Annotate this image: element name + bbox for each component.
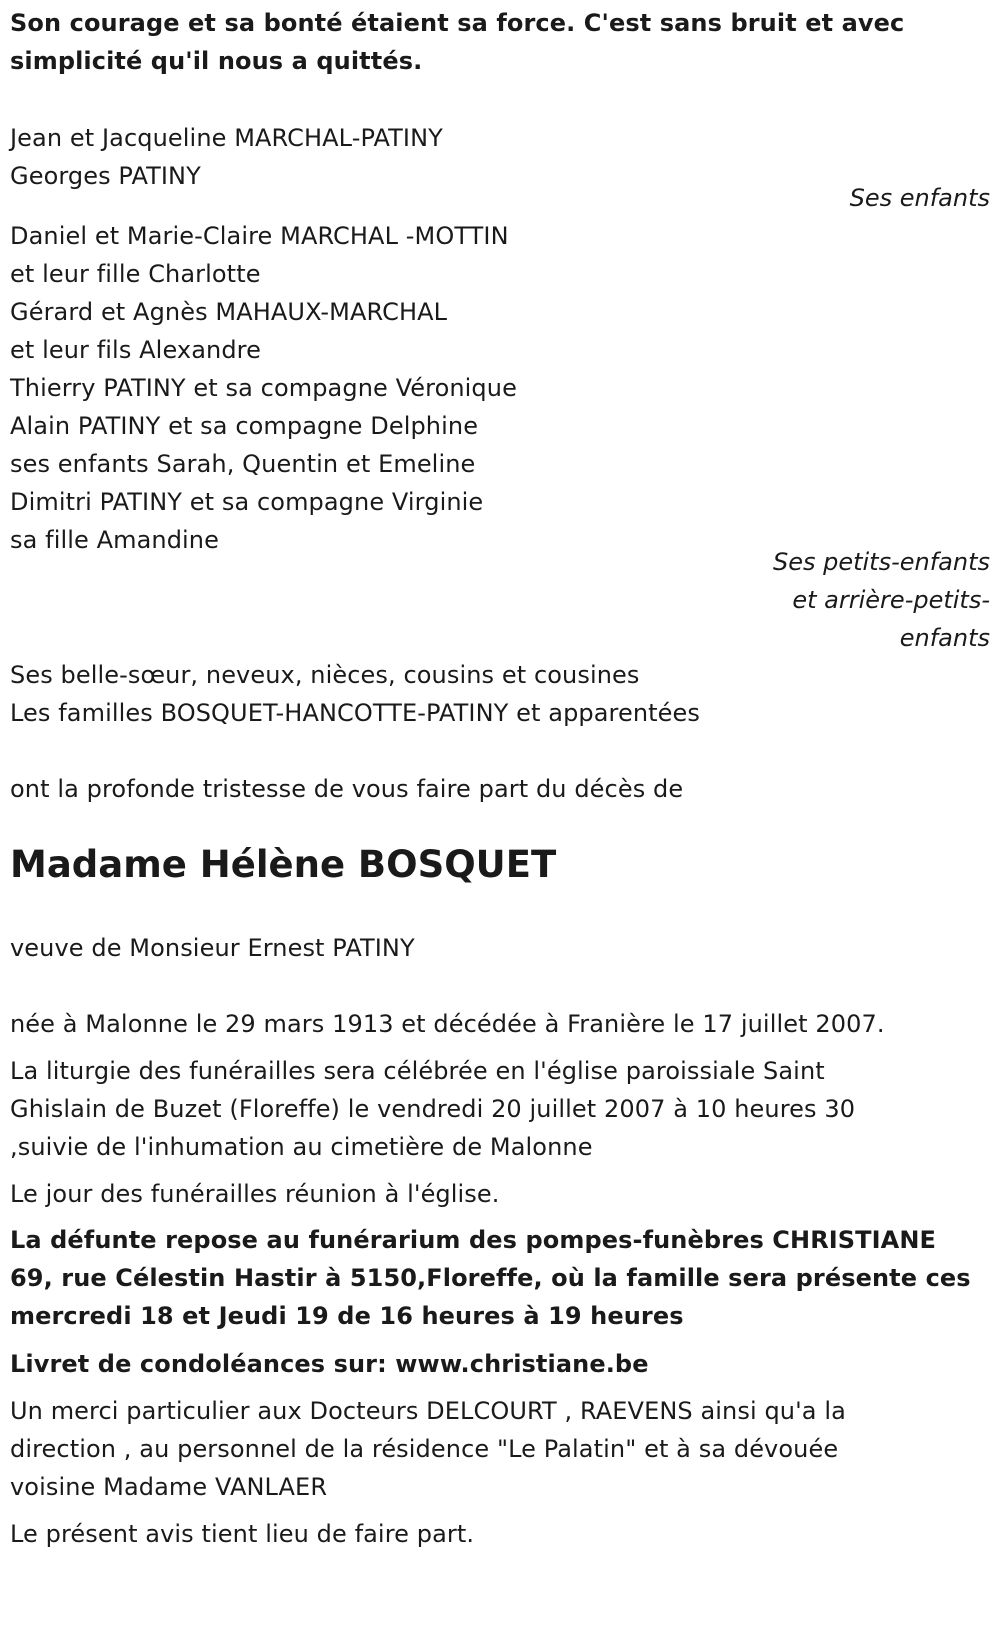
grandchild-name: Alain PATINY et sa compagne Delphine: [10, 412, 479, 440]
relatives-line: Ses belle-sœur, neveux, nièces, cousins et cousines: [10, 661, 640, 689]
funeral-home-line: mercredi 18 et Jeudi 19 de 16 heures à 19 heures: [10, 1302, 684, 1330]
funeral-home-line: 69, rue Célestin Hastir à 5150,Floreffe, où la famille sera présente ces: [10, 1264, 971, 1292]
relatives-list: [10, 656, 700, 732]
announcement-text: ont la profonde tristesse de vous faire part du décès de: [10, 775, 684, 803]
grandchild-name: Thierry PATINY et sa compagne Véronique: [10, 374, 517, 402]
child-name: Jean et Jacqueline MARCHAL-PATINY: [10, 124, 443, 152]
grandchild-name: et leur fille Charlotte: [10, 260, 261, 288]
grandchildren-label-line: enfants: [899, 624, 990, 652]
intro-line: Son courage et sa bonté étaient sa force. C'est sans bruit et avec: [10, 9, 905, 37]
intro-text: [10, 4, 904, 80]
grandchild-name: et leur fils Alexandre: [10, 336, 261, 364]
grandchildren-label: [773, 543, 990, 657]
children-label: Ses enfants: [849, 184, 990, 212]
grandchild-name: Daniel et Marie-Claire MARCHAL -MOTTIN: [10, 222, 509, 250]
grandchild-name: ses enfants Sarah, Quentin et Emeline: [10, 450, 476, 478]
condolences-text: Livret de condoléances sur: www.christiane.be: [10, 1350, 649, 1378]
grandchildren-list: [10, 217, 517, 559]
children-list: [10, 119, 443, 195]
relatives-line: Les familles BOSQUET-HANCOTTE-PATINY et apparentées: [10, 699, 701, 727]
grandchildren-label-line: Ses petits-enfants: [772, 548, 990, 576]
deceased-name: Madame Hélène BOSQUET: [10, 843, 557, 886]
grandchild-name: sa fille Amandine: [10, 526, 219, 554]
dates-text: née à Malonne le 29 mars 1913 et décédée à Franière le 17 juillet 2007.: [10, 1010, 885, 1038]
thanks-text: [10, 1392, 846, 1506]
grandchildren-label-line: et arrière-petits-: [792, 586, 990, 614]
liturgy-line: La liturgie des funérailles sera célébrée en l'église paroissiale Saint: [10, 1057, 825, 1085]
liturgy-line: Ghislain de Buzet (Floreffe) le vendredi 20 juillet 2007 à 10 heures 30: [10, 1095, 856, 1123]
thanks-line: Un merci particulier aux Docteurs DELCOURT , RAEVENS ainsi qu'a la: [10, 1397, 846, 1425]
thanks-line: direction , au personnel de la résidence "Le Palatin" et à sa dévouée: [10, 1435, 839, 1463]
child-name: Georges PATINY: [10, 162, 201, 190]
thanks-line: voisine Madame VANLAER: [10, 1473, 328, 1501]
grandchild-name: Dimitri PATINY et sa compagne Virginie: [10, 488, 484, 516]
grandchild-name: Gérard et Agnès MAHAUX-MARCHAL: [10, 298, 448, 326]
liturgy-text: [10, 1052, 855, 1166]
meeting-text: Le jour des funérailles réunion à l'église.: [10, 1180, 500, 1208]
closing-text: Le présent avis tient lieu de faire part.: [10, 1520, 475, 1548]
intro-line: simplicité qu'il nous a quittés.: [10, 47, 423, 75]
liturgy-line: ,suivie de l'inhumation au cimetière de Malonne: [10, 1133, 593, 1161]
spouse-text: veuve de Monsieur Ernest PATINY: [10, 934, 415, 962]
funeral-home-line: La défunte repose au funérarium des pompes-funèbres CHRISTIANE: [10, 1226, 937, 1254]
funeral-home-text: [10, 1221, 971, 1335]
